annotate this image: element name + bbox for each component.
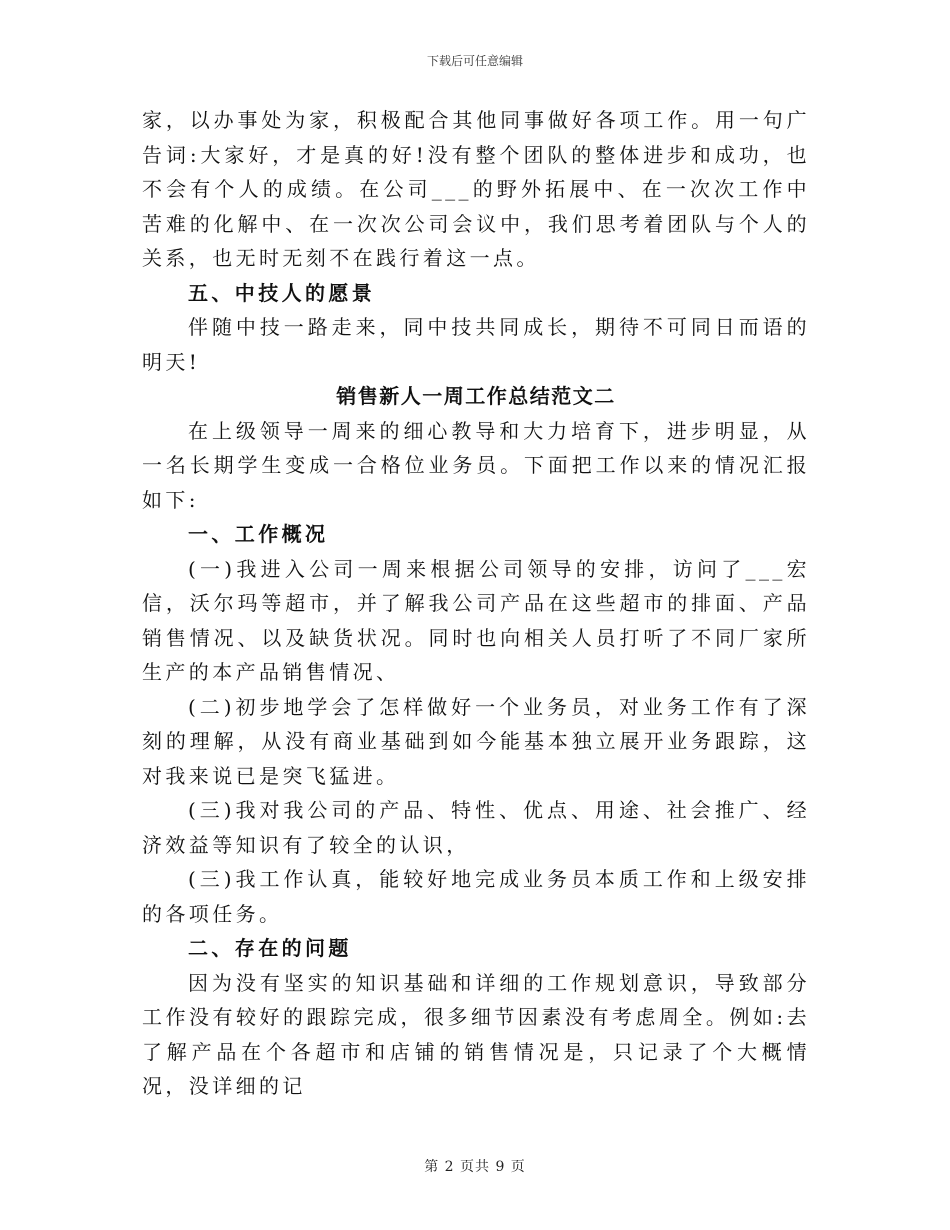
paragraph-problems: 因为没有坚实的知识基础和详细的工作规划意识，导致部分工作没有较好的跟踪完成，很多细节因素没有考虑周全。例如:去了解产品在个各超市和店铺的销售情况是，只记录了个大概情况，没详细的记 — [142, 970, 810, 1098]
paragraph-item-2: (二)初步地学会了怎样做好一个业务员，对业务工作有了深刻的理解，从没有商业基础到如今能基本独立展开业务跟踪，这对我来说已是突飞猛进。 — [142, 694, 810, 788]
paragraph-continuation: 家，以办事处为家，积极配合其他同事做好各项工作。用一句广告词:大家好，才是真的好!没有整个团队的整体进步和成功，也不会有个人的成绩。在公司___的野外拓展中、在一次次工作中苦难的化解中、在一次次公司会议中，我们思考着团队与个人的关系，也无时无刻不在践行着这一点。 — [142, 108, 810, 270]
document-body — [142, 103, 810, 1104]
page-footer: 第 2 页共 9 页 — [424, 1159, 526, 1175]
section-heading-overview: 一、工作概况 — [188, 522, 329, 546]
paragraph-intro: 在上级领导一周来的细心教导和大力培育下，进步明显，从一名长期学生变成一合格位业务员。下面把工作以来的情况汇报如下: — [142, 418, 810, 512]
document-title: 销售新人一周工作总结范文二 — [336, 384, 616, 408]
page-header: 下载后可任意编辑 — [426, 54, 523, 68]
paragraph-item-3: (三)我对我公司的产品、特性、优点、用途、社会推广、经济效益等知识有了较全的认识， — [142, 798, 810, 857]
paragraph-item-4: (三)我工作认真，能较好地完成业务员本质工作和上级安排的各项任务。 — [142, 867, 810, 926]
paragraph-item-1: (一)我进入公司一周来根据公司领导的安排，访问了___宏信，沃尔玛等超市，并了解我公司产品在这些超市的排面、产品销售情况、以及缺货状况。同时也向相关人员打听了不同厂家所生产的本产品销售情况、 — [142, 556, 810, 684]
paragraph-vision: 伴随中技一路走来，同中技共同成长，期待不可同日而语的明天! — [142, 315, 810, 374]
section-heading-problems: 二、存在的问题 — [188, 936, 352, 960]
section-heading-vision: 五、中技人的愿景 — [188, 280, 376, 305]
